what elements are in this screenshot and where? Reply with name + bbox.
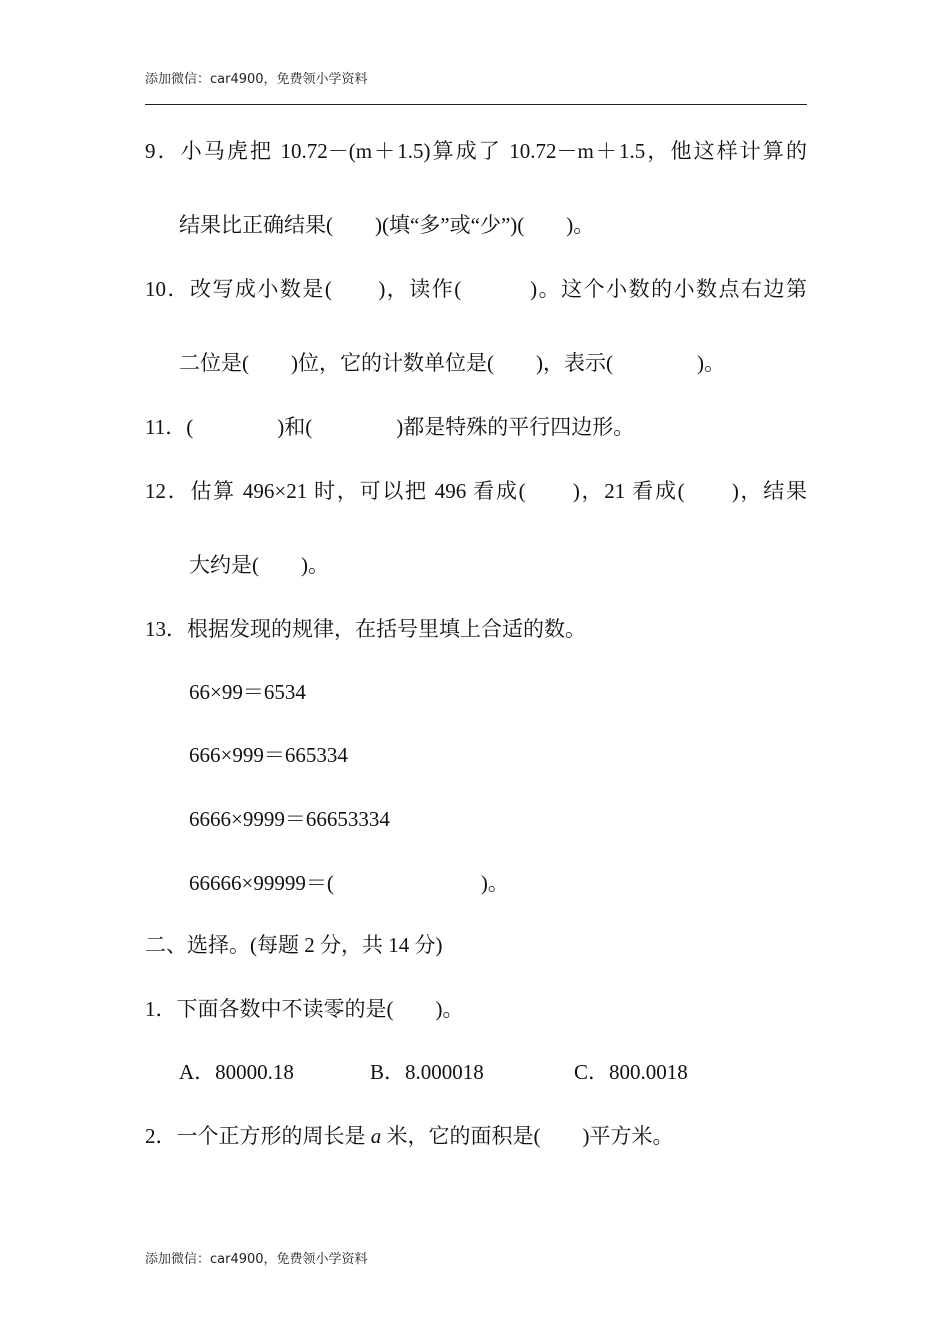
question-9-line-2: 结果比正确结果( )(填“多”或“少”)( )。: [179, 213, 595, 237]
question-13-equation-4: 66666×99999＝( )。: [189, 871, 509, 895]
question-10-line-1: 10．改写成小数是( )，读作( )。这个小数的小数点右边第: [145, 277, 807, 301]
choice-question-2-stem-end: 米，它的面积是( )平方米。: [381, 1124, 674, 1148]
question-13-equation-2: 666×999＝665334: [189, 743, 348, 767]
question-13: 13．根据发现的规律，在括号里填上合适的数。: [145, 617, 586, 641]
header-divider: [145, 104, 807, 105]
page-header: 添加微信：car4900，免费领小学资料: [145, 72, 368, 87]
question-10-line-2: 二位是( )位，它的计数单位是( )，表示( )。: [179, 351, 725, 375]
question-12-line-1: 12．估算 496×21 时，可以把 496 看成( )，21 看成( )，结果: [145, 479, 807, 503]
variable-a: a: [370, 1124, 382, 1148]
choice-question-2: [145, 1122, 674, 1150]
choice-question-1: 1．下面各数中不读零的是( )。: [145, 997, 464, 1021]
question-11: 11．( )和( )都是特殊的平行四边形。: [145, 415, 635, 439]
question-12-line-2: 大约是( )。: [189, 553, 329, 577]
choice-option-b: B．8.000018: [370, 1060, 484, 1084]
page-footer: 添加微信：car4900，免费领小学资料: [145, 1252, 368, 1267]
choice-option-c: C．800.0018: [574, 1060, 688, 1084]
choice-option-a: A．80000.18: [179, 1060, 294, 1084]
question-9-line-1: 9．小马虎把 10.72－(m＋1.5)算成了 10.72－m＋1.5，他这样计算的: [145, 139, 807, 163]
question-13-equation-3: 6666×9999＝66653334: [189, 807, 390, 831]
section-2-title: 二、选择。(每题 2 分，共 14 分): [145, 933, 443, 957]
question-13-equation-1: 66×99＝6534: [189, 680, 306, 704]
choice-question-2-stem-start: 2．一个正方形的周长是: [145, 1124, 371, 1148]
